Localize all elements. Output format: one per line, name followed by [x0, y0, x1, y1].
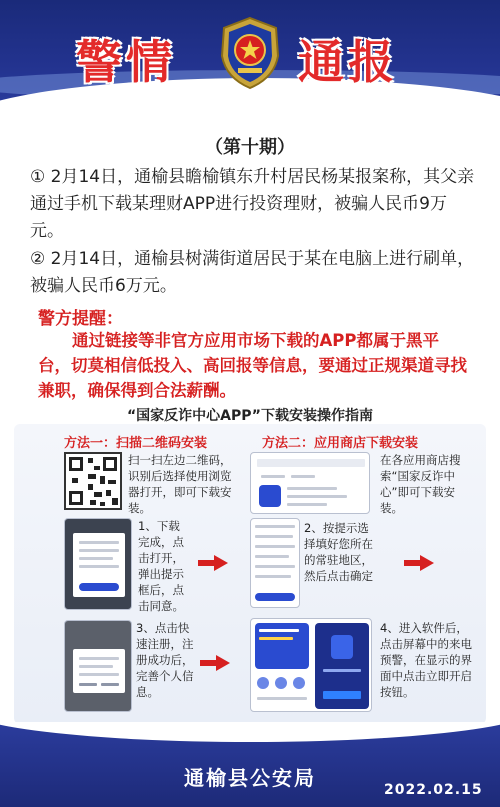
method-2-label: 方法二：应用商店下载安装: [262, 436, 419, 451]
publish-date: 2022.02.15: [384, 782, 483, 798]
step-1-screenshot: [64, 518, 132, 610]
agency-name: 通榆县公安局: [184, 766, 316, 790]
warning-text: 通过链接等非官方应用市场下载的APP都属于黑平台，切莫相信低投入、高回报等信息，要通过正规渠道寻找兼职，确保得到合法薪酬。: [38, 331, 467, 400]
qr-code-icon[interactable]: [64, 452, 122, 510]
title-left: 警情: [76, 35, 176, 89]
step-4-text: 4、进入软件后，点击屏幕中的来电预警，在显示的界面中点击立即开启按钮。: [380, 621, 472, 699]
step-2-text: 2、按提示选择填好您所在的常驻地区，然后点击确定: [304, 521, 373, 583]
arrow-right-icon: [200, 655, 230, 671]
arrow-right-icon: [198, 555, 228, 571]
report-1: ① 2月14日，通榆县瞻榆镇东升村居民杨某报案称，其父亲通过手机下载某理财APP进行投资理财，被骗人民币9万元。: [30, 167, 475, 241]
title-right: 通报: [298, 35, 398, 89]
police-badge-icon: [216, 16, 284, 90]
issue-number: （第十期）: [205, 137, 295, 158]
method-1-label: 方法一：扫描二维码安装: [64, 436, 208, 451]
step-2-screenshot: [250, 518, 300, 608]
report-2: ② 2月14日，通榆县树满街道居民于某在电脑上进行刷单，被骗人民币6万元。: [30, 249, 475, 296]
step-scan-text: 扫一扫左边二维码，识别后选择使用浏览器打开，即可下载安装。: [128, 453, 232, 515]
app-store-screenshot: [250, 452, 370, 514]
step-1-text: 1、下载完成，点击打开，弹出提示框后，点击同意。: [138, 519, 184, 613]
arrow-right-icon: [404, 555, 434, 571]
step-store-text: 在各应用商店搜索“国家反诈中心”即可下载安装。: [380, 453, 461, 515]
step-4-screenshot: [250, 618, 372, 712]
warning-title: 警方提醒：: [38, 309, 123, 329]
step-3-screenshot: [64, 620, 132, 712]
footer-curve: [0, 722, 500, 742]
step-3-text: 3、点击快速注册，注册成功后，完善个人信息。: [136, 621, 194, 699]
guide-title: “国家反诈中心APP”下载安装操作指南: [126, 408, 374, 424]
